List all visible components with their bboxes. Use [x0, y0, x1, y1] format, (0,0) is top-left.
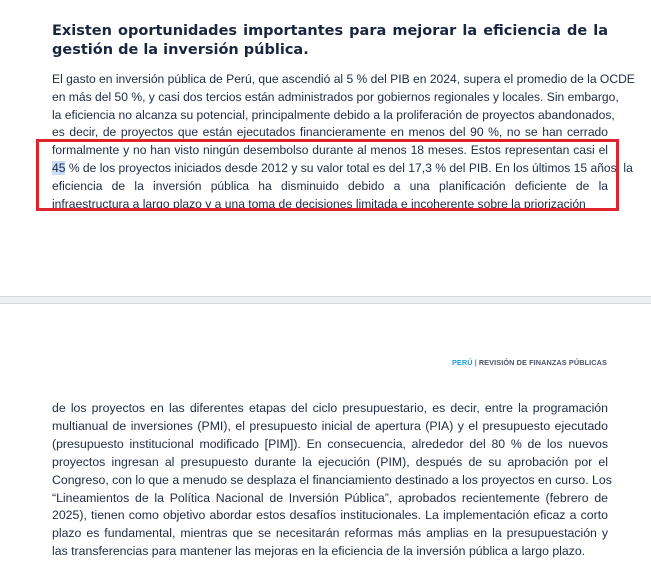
text-line: las transferencias para mantener las mejoras en la eficiencia de la inversión pública a largo plazo.: [52, 544, 586, 559]
paragraph-2: [52, 400, 612, 561]
running-header: [452, 358, 607, 367]
text-segment: % de los proyectos iniciados desde 2012 y su valor total es del 17,3 % del PIB. En los últimos 15 años, la: [65, 160, 633, 175]
page-separator: [0, 296, 651, 304]
text-line: Congreso, con lo que a menudo se desplaza el financiamiento destinado a los proyectos en curso. Los: [52, 472, 612, 487]
selected-text[interactable]: 45: [52, 160, 66, 175]
text-line: [52, 160, 633, 178]
section-heading: Existen oportunidades importantes para mejorar la eficiencia de la gestión de la inversión pública.: [52, 23, 608, 58]
header-separator: |: [474, 358, 477, 367]
text-line: 2025), tienen como objetivo abordar estos desafíos institucionales. La implementación eficaz a corto: [52, 508, 608, 523]
header-title: REVISIÓN DE FINANZAS PÚBLICAS: [478, 358, 607, 367]
text-line: formalmente y no han visto ningún desembolso durante al menos 18 meses. Estos representan casi el: [52, 143, 608, 158]
text-line: de los proyectos en las diferentes etapas del ciclo presupuestario, es decir, entre la programación: [52, 401, 608, 415]
text-line: proyectos ingresan al presupuesto durante la ejecución (PIM), después de su aprobación por el: [52, 454, 608, 469]
text-line: multianual de inversiones (PMI), el presupuesto inicial de apertura (PIA) y el presupuesto ejecutado: [52, 418, 608, 433]
text-line: infraestructura a largo plazo y a una toma de decisiones limitada e incoherente sobre la priorización: [52, 196, 586, 211]
text-line: plazo es fundamental, mientras que se necesitarán reformas más amplias en la presupuestación y: [52, 526, 608, 541]
text-line: es decir, de proyectos que están ejecutados financieramente en menos del 90 %, no se han cerrado: [52, 125, 608, 140]
text-line: la eficiencia no alcanza su potencial, principalmente debido a la proliferación de proyectos abandonados,: [52, 107, 615, 122]
text-line: en más del 50 %, y casi dos tercios están administrados por gobiernos regionales y locales. Sin embargo,: [52, 89, 619, 104]
text-line: “Lineamientos de la Política Nacional de Inversión Pública”, aprobados recientemente (febrero de: [52, 490, 608, 505]
header-country: PERÚ: [451, 358, 473, 367]
text-line: (presupuesto institucional modificado [PIM]). En consecuencia, alrededor del 80 % de los nuevos: [52, 436, 608, 451]
paragraph-1: [52, 71, 635, 213]
text-line: El gasto en inversión pública de Perú, que ascendió al 5 % del PIB en 2024, supera el promedio de la OCDE: [52, 72, 635, 86]
text-line: eficiencia de la inversión pública ha disminuido debido a una planificación deficiente de la: [52, 178, 608, 193]
